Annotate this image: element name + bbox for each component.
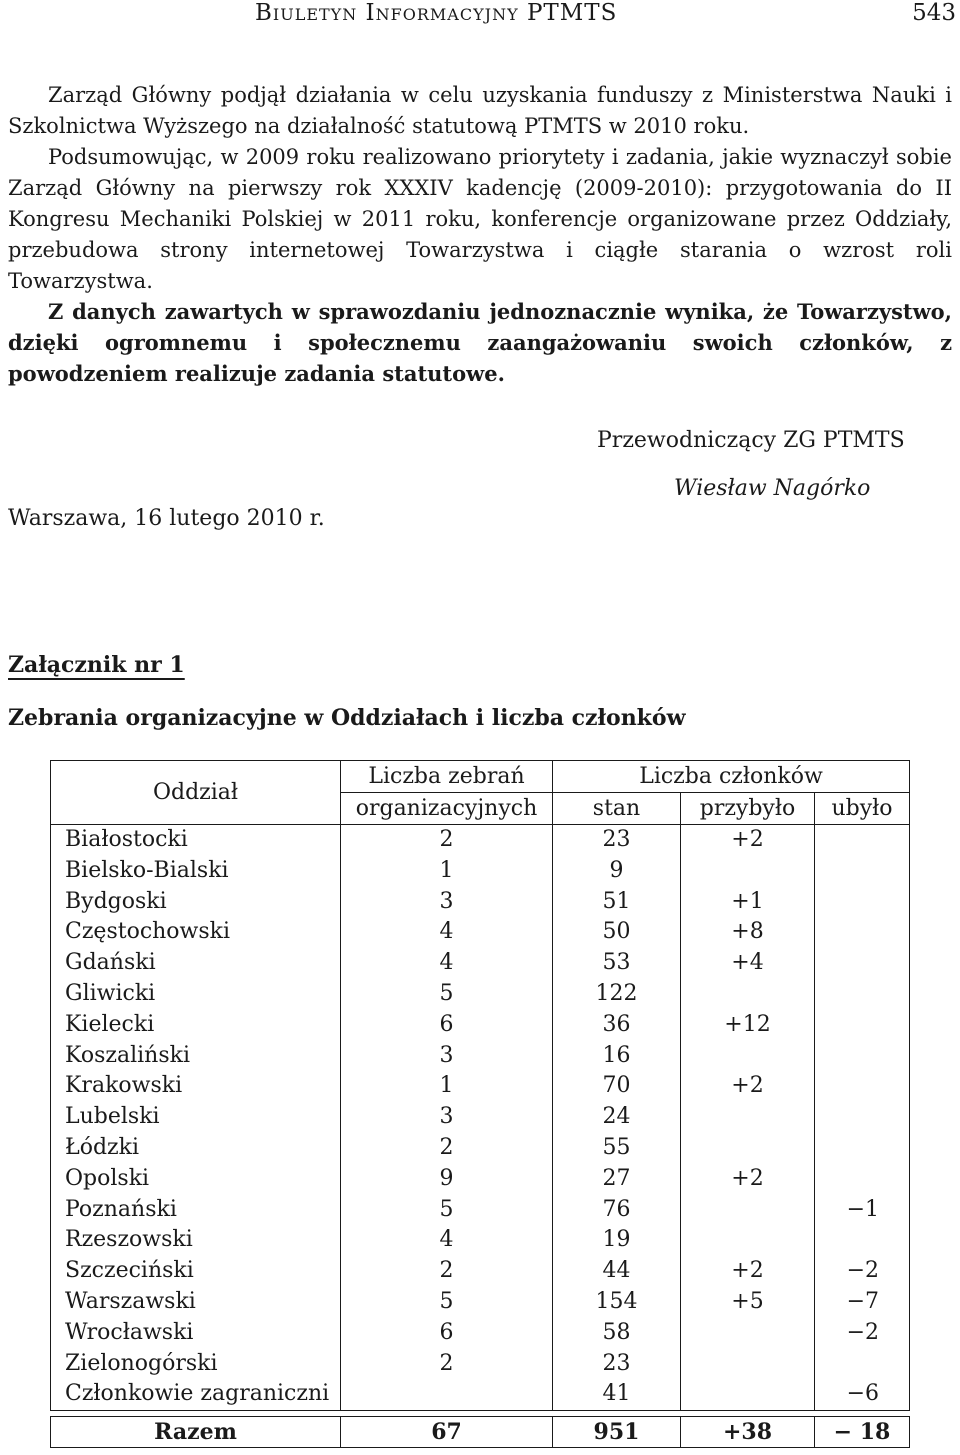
cell-branch: Lubelski xyxy=(51,1102,341,1133)
cell-joined xyxy=(681,1225,815,1256)
cell-meetings: 4 xyxy=(341,1225,553,1256)
table-row xyxy=(51,1349,910,1380)
paragraph-funding-text: Zarząd Główny podjął działania w celu uzyskania funduszy z Ministerstwa Nauki i Szkolnictwa Wyższego na działalność statutową PTMTS w 2010 roku. xyxy=(8,83,952,138)
cell-left xyxy=(815,1071,910,1102)
table-row xyxy=(51,1071,910,1102)
cell-joined xyxy=(681,1133,815,1164)
cell-meetings: 9 xyxy=(341,1164,553,1195)
running-header-title: Biuletyn Informacyjny PTMTS xyxy=(255,0,618,26)
cell-meetings: 6 xyxy=(341,1318,553,1349)
cell-branch: Łódzki xyxy=(51,1133,341,1164)
cell-branch: Opolski xyxy=(51,1164,341,1195)
cell-state: 23 xyxy=(553,825,681,856)
cell-branch: Białostocki xyxy=(51,825,341,856)
cell-left: −1 xyxy=(815,1195,910,1226)
cell-joined xyxy=(681,1349,815,1380)
cell-meetings: 2 xyxy=(341,1256,553,1287)
cell-branch: Warszawski xyxy=(51,1287,341,1318)
cell-branch: Koszaliński xyxy=(51,1041,341,1072)
signatory-role: Przewodniczący ZG PTMTS xyxy=(597,428,905,453)
signatory-name: Wiesław Nagórko xyxy=(674,476,871,501)
cell-meetings: 2 xyxy=(341,825,553,856)
table-row xyxy=(51,979,910,1010)
table-row xyxy=(51,1102,910,1133)
cell-state: 16 xyxy=(553,1041,681,1072)
cell-left xyxy=(815,917,910,948)
cell-left: −2 xyxy=(815,1318,910,1349)
members-table xyxy=(50,760,910,1448)
cell-joined: +4 xyxy=(681,948,815,979)
cell-left xyxy=(815,948,910,979)
cell-left xyxy=(815,1133,910,1164)
cell-branch: Częstochowski xyxy=(51,917,341,948)
cell-state: 19 xyxy=(553,1225,681,1256)
cell-left xyxy=(815,1164,910,1195)
paragraph-funding xyxy=(8,80,952,142)
table-row xyxy=(51,1010,910,1041)
total-state: 951 xyxy=(553,1417,681,1448)
cell-meetings: 1 xyxy=(341,856,553,887)
cell-state: 9 xyxy=(553,856,681,887)
cell-meetings: 5 xyxy=(341,1287,553,1318)
cell-left xyxy=(815,1225,910,1256)
cell-left xyxy=(815,856,910,887)
cell-left xyxy=(815,979,910,1010)
column-header-meetings-line1: Liczba zebrań xyxy=(341,761,553,793)
cell-state: 122 xyxy=(553,979,681,1010)
table-body xyxy=(51,825,910,1411)
cell-meetings: 2 xyxy=(341,1349,553,1380)
cell-joined xyxy=(681,1041,815,1072)
cell-state: 70 xyxy=(553,1071,681,1102)
table-row xyxy=(51,917,910,948)
cell-state: 41 xyxy=(553,1379,681,1410)
cell-branch: Zielonogórski xyxy=(51,1349,341,1380)
table-row xyxy=(51,856,910,887)
table-row xyxy=(51,1379,910,1410)
cell-joined: +2 xyxy=(681,1164,815,1195)
paragraph-summary xyxy=(8,142,952,297)
cell-state: 44 xyxy=(553,1256,681,1287)
table-row xyxy=(51,948,910,979)
cell-meetings: 5 xyxy=(341,1195,553,1226)
cell-branch: Bielsko-Bialski xyxy=(51,856,341,887)
column-header-branch: Oddział xyxy=(51,761,341,825)
table-row xyxy=(51,1318,910,1349)
cell-branch: Kielecki xyxy=(51,1010,341,1041)
cell-state: 76 xyxy=(553,1195,681,1226)
cell-left: −2 xyxy=(815,1256,910,1287)
table-row xyxy=(51,1133,910,1164)
column-header-left: ubyło xyxy=(815,793,910,825)
cell-state: 36 xyxy=(553,1010,681,1041)
cell-state: 154 xyxy=(553,1287,681,1318)
table-row xyxy=(51,1164,910,1195)
cell-left: −6 xyxy=(815,1379,910,1410)
cell-meetings: 3 xyxy=(341,887,553,918)
annex-title: Załącznik nr 1 xyxy=(8,652,185,678)
cell-state: 24 xyxy=(553,1102,681,1133)
cell-state: 51 xyxy=(553,887,681,918)
cell-state: 55 xyxy=(553,1133,681,1164)
cell-left xyxy=(815,825,910,856)
cell-meetings: 4 xyxy=(341,948,553,979)
paragraph-conclusion xyxy=(8,296,952,389)
cell-left xyxy=(815,887,910,918)
cell-joined xyxy=(681,1318,815,1349)
table-row xyxy=(51,1287,910,1318)
cell-left: −7 xyxy=(815,1287,910,1318)
cell-left xyxy=(815,1102,910,1133)
cell-joined xyxy=(681,1379,815,1410)
cell-joined: +1 xyxy=(681,887,815,918)
place-and-date: Warszawa, 16 lutego 2010 r. xyxy=(8,506,325,531)
cell-meetings: 2 xyxy=(341,1133,553,1164)
cell-branch: Gliwicki xyxy=(51,979,341,1010)
column-header-members: Liczba członków xyxy=(553,761,910,793)
cell-joined xyxy=(681,979,815,1010)
cell-joined xyxy=(681,1102,815,1133)
cell-left xyxy=(815,1349,910,1380)
column-header-joined: przybyło xyxy=(681,793,815,825)
paragraph-conclusion-text: Z danych zawartych w sprawozdaniu jednoznacznie wynika, że Towarzystwo, dzięki ogromnemu i społecznemu zaangażowaniu swoich członków, z powodzeniem realizuje zadania statutowe. xyxy=(8,299,952,386)
cell-meetings: 3 xyxy=(341,1102,553,1133)
cell-branch: Poznański xyxy=(51,1195,341,1226)
cell-joined xyxy=(681,856,815,887)
cell-branch: Członkowie zagraniczni xyxy=(51,1379,341,1410)
table-row xyxy=(51,825,910,856)
cell-meetings: 3 xyxy=(341,1041,553,1072)
cell-joined: +5 xyxy=(681,1287,815,1318)
total-row xyxy=(51,1417,910,1448)
column-header-state: stan xyxy=(553,793,681,825)
cell-state: 27 xyxy=(553,1164,681,1195)
cell-joined xyxy=(681,1195,815,1226)
total-left: − 18 xyxy=(815,1417,910,1448)
paragraph-summary-text: Podsumowując, w 2009 roku realizowano priorytety i zadania, jakie wyznaczył sobie Zarząd Główny na pierwszy rok XXXIV kadencję (2009-2010): przygotowania do II Kongresu Mechaniki Polskiej w 2011 roku, konferencje organizowane przez Oddziały, przebudowa strony internetowej Towarzystwa i ciągłe starania o wzrost roli Towarzystwa. xyxy=(8,145,952,293)
page-number: 543 xyxy=(912,0,956,26)
cell-branch: Rzeszowski xyxy=(51,1225,341,1256)
cell-joined: +8 xyxy=(681,917,815,948)
total-meetings: 67 xyxy=(341,1417,553,1448)
cell-branch: Krakowski xyxy=(51,1071,341,1102)
cell-branch: Gdański xyxy=(51,948,341,979)
table-title: Zebrania organizacyjne w Oddziałach i liczba członków xyxy=(8,705,686,731)
cell-left xyxy=(815,1010,910,1041)
members-table-container xyxy=(50,760,909,1448)
cell-meetings xyxy=(341,1379,553,1410)
cell-joined: +12 xyxy=(681,1010,815,1041)
table-row xyxy=(51,1195,910,1226)
total-joined: +38 xyxy=(681,1417,815,1448)
cell-branch: Wrocławski xyxy=(51,1318,341,1349)
table-row xyxy=(51,1041,910,1072)
cell-state: 58 xyxy=(553,1318,681,1349)
cell-state: 50 xyxy=(553,917,681,948)
cell-branch: Bydgoski xyxy=(51,887,341,918)
cell-branch: Szczeciński xyxy=(51,1256,341,1287)
column-header-meetings-line2: organizacyjnych xyxy=(341,793,553,825)
cell-meetings: 6 xyxy=(341,1010,553,1041)
cell-meetings: 5 xyxy=(341,979,553,1010)
cell-state: 23 xyxy=(553,1349,681,1380)
cell-meetings: 4 xyxy=(341,917,553,948)
cell-meetings: 1 xyxy=(341,1071,553,1102)
table-row xyxy=(51,887,910,918)
cell-joined: +2 xyxy=(681,1071,815,1102)
table-row xyxy=(51,1225,910,1256)
cell-state: 53 xyxy=(553,948,681,979)
cell-joined: +2 xyxy=(681,825,815,856)
total-label: Razem xyxy=(51,1417,341,1448)
cell-joined: +2 xyxy=(681,1256,815,1287)
table-row xyxy=(51,1256,910,1287)
cell-left xyxy=(815,1041,910,1072)
